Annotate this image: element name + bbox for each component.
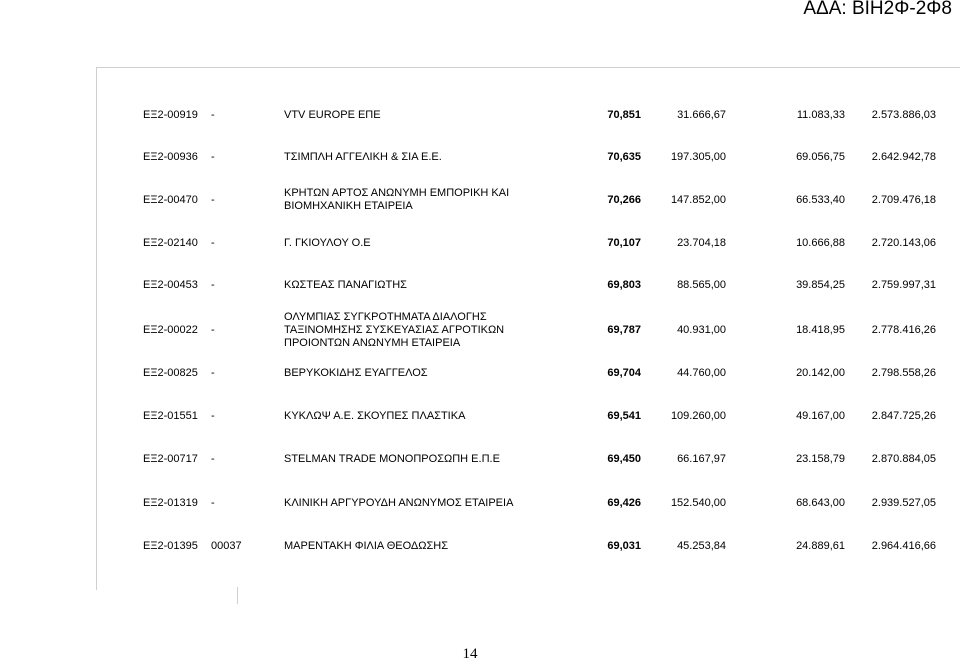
- row-value-1: 147.852,00: [670, 193, 726, 206]
- row-value-2: 10.666,88: [796, 236, 845, 249]
- row-value-2: 49.167,00: [796, 409, 845, 422]
- row-score: 69,704: [607, 366, 641, 379]
- row-company-name: ΚΥΚΛΩΨ Α.Ε. ΣΚΟΥΠΕΣ ΠΛΑΣΤΙΚΑ: [284, 409, 466, 422]
- table-row: [143, 106, 943, 124]
- row-code: ΕΞ2-00936: [143, 150, 198, 163]
- row-value-1: 31.666,67: [677, 108, 726, 121]
- row-registry: -: [211, 278, 215, 291]
- row-company-name: ΚΛΙΝΙΚΗ ΑΡΓΥΡΟΥΔΗ ΑΝΩΝΥΜΟΣ ΕΤΑΙΡΕΙΑ: [284, 496, 514, 509]
- row-value-1: 88.565,00: [677, 278, 726, 291]
- row-cumulative: 2.573.886,03: [871, 108, 936, 121]
- row-value-2: 68.643,00: [796, 496, 845, 509]
- row-value-2: 24.889,61: [796, 539, 845, 552]
- row-cumulative: 2.720.143,06: [871, 236, 936, 249]
- table-row: [143, 276, 943, 294]
- row-cumulative: 2.939.527,05: [871, 496, 936, 509]
- row-code: ΕΞ2-00453: [143, 278, 198, 291]
- row-score: 69,803: [607, 278, 641, 291]
- row-code: ΕΞ2-01551: [143, 409, 198, 422]
- row-score: 70,851: [607, 108, 641, 121]
- table-row: [143, 234, 943, 252]
- row-value-1: 152.540,00: [670, 496, 726, 509]
- row-registry: -: [211, 452, 215, 465]
- row-registry: -: [211, 323, 215, 336]
- row-company-name: ΚΡΗΤΩΝ ΑΡΤΟΣ ΑΝΩΝΥΜΗ ΕΜΠΟΡΙΚΗ ΚΑΙ ΒΙΟΜΗΧΑΝΙΚΗ ΕΤΑΙΡΕΙΑ: [284, 187, 510, 212]
- table-row: [143, 309, 943, 351]
- row-registry: -: [211, 409, 215, 422]
- row-company-name: ΚΩΣΤΕΑΣ ΠΑΝΑΓΙΩΤΗΣ: [284, 278, 407, 291]
- row-value-2: 66.533,40: [796, 193, 845, 206]
- table-row: [143, 185, 943, 215]
- row-score: 70,266: [607, 193, 641, 206]
- row-code: ΕΞ2-00919: [143, 108, 198, 121]
- row-value-2: 11.083,33: [796, 108, 845, 121]
- row-registry: -: [211, 193, 215, 206]
- row-company-name: ΒΕΡΥΚΟΚΙΔΗΣ ΕΥΑΓΓΕΛΟΣ: [284, 366, 428, 379]
- ada-header: ΑΔΑ: ΒΙΗ2Φ-2Φ8: [803, 0, 952, 19]
- row-code: ΕΞ2-02140: [143, 236, 198, 249]
- row-value-1: 40.931,00: [677, 323, 726, 336]
- row-code: ΕΞ2-00717: [143, 452, 198, 465]
- row-cumulative: 2.778.416,26: [871, 323, 936, 336]
- row-value-1: 66.167,97: [677, 452, 726, 465]
- row-score: 70,107: [607, 236, 641, 249]
- row-value-2: 39.854,25: [796, 278, 845, 291]
- row-company-name: VTV EUROPE ΕΠΕ: [284, 108, 381, 121]
- table-row: [143, 494, 943, 512]
- row-registry: -: [211, 236, 215, 249]
- row-registry: 00037: [211, 539, 242, 552]
- row-registry: -: [211, 496, 215, 509]
- row-company-name: STELMAN TRADE ΜΟΝΟΠΡΟΣΩΠΗ Ε.Π.Ε: [284, 452, 500, 465]
- row-code: ΕΞ2-00022: [143, 323, 198, 336]
- row-cumulative: 2.642.942,78: [871, 150, 936, 163]
- row-code: ΕΞ2-01395: [143, 539, 198, 552]
- row-company-name: Γ. ΓΚΙΟΥΛΟΥ Ο.Ε: [284, 236, 371, 249]
- table-row: [143, 537, 943, 555]
- row-code: ΕΞ2-01319: [143, 496, 198, 509]
- row-company-name: ΤΣΙΜΠΛΗ ΑΓΓΕΛΙΚΗ & ΣΙΑ Ε.Ε.: [284, 150, 442, 163]
- row-value-2: 20.142,00: [796, 366, 845, 379]
- row-value-1: 23.704,18: [677, 236, 726, 249]
- table-row: [143, 148, 943, 166]
- row-registry: -: [211, 366, 215, 379]
- row-value-2: 23.158,79: [796, 452, 845, 465]
- row-registry: -: [211, 150, 215, 163]
- row-score: 69,426: [607, 496, 641, 509]
- row-score: 69,787: [607, 323, 641, 336]
- column-divider: [237, 587, 238, 604]
- table-row: [143, 407, 943, 425]
- table-row: [143, 450, 943, 468]
- row-value-1: 44.760,00: [677, 366, 726, 379]
- table-row: [143, 364, 943, 382]
- row-registry: -: [211, 108, 215, 121]
- row-cumulative: 2.798.558,26: [871, 366, 936, 379]
- row-company-name: ΟΛΥΜΠΙΑΣ ΣΥΓΚΡΟΤΗΜΑΤΑ ΔΙΑΛΟΓΗΣ ΤΑΞΙΝΟΜΗΣΗΣ ΣΥΣΚΕΥΑΣΙΑΣ ΑΓΡΟΤΙΚΩΝ ΠΡΟΙΟΝΤΩΝ ΑΝΩΝΥΜΗ ΕΤΑΙΡΕΙΑ: [284, 310, 505, 349]
- row-code: ΕΞ2-00825: [143, 366, 198, 379]
- row-cumulative: 2.759.997,31: [871, 278, 936, 291]
- row-cumulative: 2.870.884,05: [871, 452, 936, 465]
- row-cumulative: 2.709.476,18: [871, 193, 936, 206]
- row-score: 69,450: [607, 452, 641, 465]
- row-code: ΕΞ2-00470: [143, 193, 198, 206]
- row-cumulative: 2.964.416,66: [871, 539, 936, 552]
- row-company-name: ΜΑΡΕΝΤΑΚΗ ΦΙΛΙΑ ΘΕΟΔΩΣΗΣ: [284, 539, 449, 552]
- row-value-2: 18.418,95: [796, 323, 845, 336]
- row-score: 70,635: [607, 150, 641, 163]
- row-value-2: 69.056,75: [796, 150, 845, 163]
- page-number: 14: [462, 646, 478, 662]
- row-value-1: 109.260,00: [670, 409, 726, 422]
- row-cumulative: 2.847.725,26: [871, 409, 936, 422]
- row-score: 69,541: [607, 409, 641, 422]
- row-score: 69,031: [607, 539, 641, 552]
- row-value-1: 197.305,00: [670, 150, 726, 163]
- row-value-1: 45.253,84: [677, 539, 726, 552]
